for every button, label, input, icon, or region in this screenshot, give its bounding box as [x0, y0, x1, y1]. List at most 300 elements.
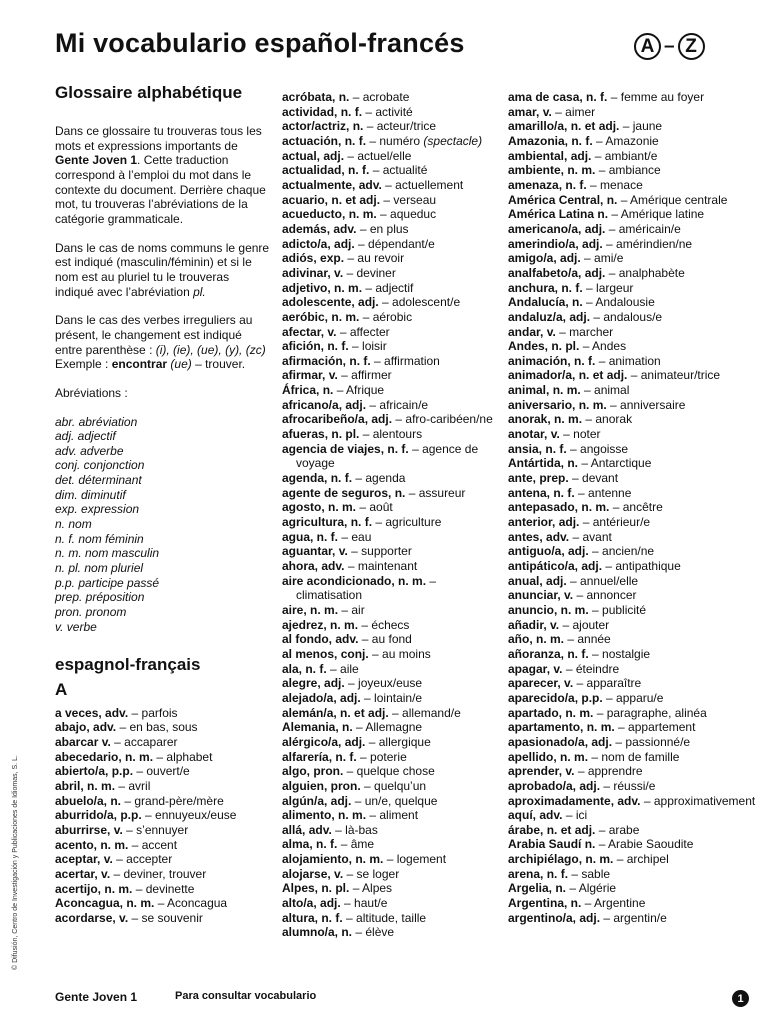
glossary-entry — [282, 925, 502, 940]
entry-translation: – Aconcagua — [154, 896, 228, 911]
entry-word: abierto/a, — [55, 764, 109, 779]
entry-word: ala, — [282, 661, 303, 676]
entry-category: n. f. — [543, 866, 569, 881]
entry-category: n. m. — [123, 896, 155, 911]
entry-category: v. — [547, 427, 560, 442]
glossary-entry — [508, 706, 758, 721]
entry-category: n. m. — [564, 163, 596, 178]
entry-category: n. m. — [550, 412, 583, 427]
entry-translation: – Amazonie — [592, 133, 659, 148]
entry-word: actividad, — [282, 104, 338, 119]
entry-translation: – africain/e — [366, 397, 429, 412]
glossary-entry — [508, 691, 758, 706]
column-1 — [55, 84, 270, 926]
entry-translation: – agence de voyage — [296, 441, 479, 471]
glossary-entry — [282, 618, 502, 633]
entry-translation: – numéro — [366, 133, 421, 148]
entry-category: n. m. — [330, 280, 363, 295]
entry-category: n. m. — [83, 778, 116, 793]
glossary-entry — [55, 896, 270, 911]
entry-word: adicto/a, — [282, 236, 331, 251]
glossary-entry — [282, 881, 502, 896]
entry-category: n. — [581, 837, 596, 852]
entry-category: adj. — [542, 573, 567, 588]
entry-translation: – verseau — [380, 192, 437, 207]
entry-category: adv. — [542, 529, 570, 544]
entry-category: adj. — [336, 690, 361, 705]
entry-word: ansia, — [508, 441, 543, 456]
intro-paragraph-3: Dans le cas des verbes irreguliers au présent, le changement est indiqué entre parenthèse : (i), (ie), (ue), (y), (zc) Exemple : encontrar (ue) – trouver. — [55, 313, 266, 372]
entry-word: andar, — [508, 324, 544, 339]
entry-category: v. — [98, 734, 111, 749]
entry-translation: – aqueduc — [376, 207, 437, 222]
entry-category: n. — [391, 485, 406, 500]
glossary-entry — [282, 222, 502, 237]
entry-translation: – annuel/elle — [566, 573, 639, 588]
entry-translation: – ouvert/e — [133, 764, 190, 779]
entry-translation: – apprendre — [574, 764, 643, 779]
entry-word: a veces, — [55, 705, 102, 720]
entry-category: v. — [546, 617, 560, 632]
entry-translation: – anniversaire — [606, 397, 686, 412]
entry-word: adiós, — [282, 251, 317, 266]
entry-category: adj. — [330, 236, 355, 251]
entry-category: adj. — [368, 412, 393, 427]
entry-translation: – joyeux/euse — [344, 676, 423, 691]
entry-translation: – deviner, trouver — [110, 866, 207, 881]
entry-translation: – air — [338, 602, 365, 617]
glossary-entry — [282, 134, 502, 149]
entry-translation: – actuellement — [381, 177, 464, 192]
abbreviation-item: abr. abréviation — [55, 414, 138, 429]
entry-word: alumno/a, — [282, 925, 339, 940]
entry-word: afirmar, — [282, 368, 326, 383]
glossary-entry — [282, 867, 502, 882]
entry-category: n. m. — [352, 852, 384, 867]
entry-translation: – échecs — [358, 617, 410, 632]
abbreviation-item: dim. diminutif — [55, 487, 126, 502]
entry-translation: – en bas, sous — [116, 720, 198, 735]
glossary-entry — [508, 427, 758, 442]
entry-translation: – se souvenir — [128, 910, 203, 925]
glossary-entry — [282, 383, 502, 398]
entry-category: n. — [319, 383, 334, 398]
entry-word: al menos, — [282, 646, 338, 661]
entry-translation: – ennuyeux/euse — [141, 808, 237, 823]
entry-word: África, — [282, 383, 320, 398]
entry-category: n. f. — [318, 910, 343, 925]
glossary-entry — [508, 368, 758, 383]
abbreviations-title: Abréviations : — [55, 385, 128, 400]
entry-category: n. m. — [326, 617, 359, 632]
glossary-entry — [55, 808, 270, 823]
entry-category: n. f. — [346, 353, 371, 368]
entry-category: adj. — [342, 397, 367, 412]
entry-category: n. pl. — [548, 339, 580, 354]
entry-translation: – passionné/e — [612, 734, 691, 749]
glossary-entry — [508, 632, 758, 647]
glossary-entry — [508, 251, 758, 266]
entry-translation: – âme — [337, 837, 375, 852]
entry-translation: – agenda — [352, 471, 406, 486]
entry-translation: – s’ennuyer — [122, 822, 189, 837]
entry-category: v. — [543, 324, 556, 339]
footer-subtitle: Para consultar vocabulario — [175, 990, 317, 1002]
glossary-entry — [508, 207, 758, 222]
entry-category: n. f. — [312, 837, 338, 852]
entry-category: n. m. — [532, 632, 565, 647]
entry-word: ama de casa, — [508, 90, 583, 104]
entry-translation: – eau — [338, 529, 372, 544]
entry-word: amerindio/a, — [508, 236, 579, 251]
glossary-entry — [282, 852, 502, 867]
entry-word: apartamento, — [508, 720, 584, 735]
glossary-entry — [508, 867, 758, 882]
entry-word: antepasado, — [508, 500, 579, 515]
glossary-entry — [508, 852, 758, 867]
glossary-entry — [282, 691, 502, 706]
entry-translation: – Arabie Saoudite — [595, 837, 694, 852]
glossary-entry — [508, 530, 758, 545]
glossary-entry — [282, 412, 502, 427]
glossary-entry — [508, 178, 758, 193]
entry-category: n. f. — [344, 163, 370, 178]
entry-word: agenda, — [282, 471, 328, 486]
page-number: 1 — [732, 990, 749, 1007]
glossary-entry — [282, 163, 502, 178]
glossary-entry — [282, 764, 502, 779]
glossary-entry — [508, 339, 758, 354]
entry-translation: – ajouter — [559, 617, 610, 632]
glossary-entry — [282, 251, 502, 266]
entry-word: aguantar, — [282, 544, 336, 559]
entry-category: adj. — [354, 295, 379, 310]
entry-translation: – là-bas — [331, 822, 378, 837]
glossary-entry — [282, 779, 502, 794]
entry-word: Aconcagua, — [55, 896, 124, 911]
glossary-entry — [508, 823, 758, 838]
entry-category: n. et adj. — [328, 192, 381, 207]
glossary-entry — [508, 676, 758, 691]
glossary-entry — [508, 105, 758, 120]
abbreviation-item: det. déterminant — [55, 473, 142, 488]
entry-word: acertar, — [55, 866, 98, 881]
abbreviation-item: adj. adjectif — [55, 429, 116, 444]
entry-word: aire, — [282, 602, 307, 617]
entry-category: n. m. — [97, 837, 129, 852]
glossary-entry — [508, 222, 758, 237]
glossary-entry — [508, 735, 758, 750]
entry-translation: – aimer — [551, 104, 596, 119]
entry-word: aprender, — [508, 764, 563, 779]
abbreviation-item: prep. préposition — [55, 590, 145, 605]
entry-translation: – actuel/elle — [344, 148, 412, 163]
entry-word: archipiélago, — [508, 852, 583, 867]
entry-category: n. m. — [345, 207, 377, 222]
entry-translation: – Alpes — [349, 881, 393, 896]
entry-translation: – ambiant/e — [591, 148, 658, 163]
entry-word: acento, — [55, 837, 98, 852]
entry-category: v. — [330, 866, 344, 881]
entry-word: aquí, — [508, 808, 537, 823]
glossary-entry — [508, 383, 758, 398]
entry-category: adj. — [555, 515, 580, 530]
entry-translation: – aile — [326, 661, 359, 676]
glossary-entry — [508, 442, 758, 457]
glossary-entry — [508, 603, 758, 618]
entry-translation: – ancien/ne — [588, 544, 655, 559]
glossary-entry — [55, 867, 270, 882]
glossary-entry — [508, 90, 758, 105]
entry-word: abarcar — [55, 734, 99, 749]
entry-category: n. — [594, 207, 609, 222]
entry-word: antipático/a, — [508, 559, 579, 573]
entry-list-col2 — [282, 90, 502, 940]
entry-category: n. m. — [556, 749, 589, 764]
glossary-entry — [508, 574, 758, 589]
entry-word: actualmente, — [282, 177, 356, 192]
entry-category: v. — [100, 852, 113, 867]
entry-category: adj. — [316, 896, 341, 911]
entry-translation: – alphabet — [153, 749, 213, 764]
glossary-entry — [282, 281, 502, 296]
entry-translation: – américain/e — [605, 221, 681, 236]
entry-category: adv. — [332, 632, 359, 647]
entry-translation: – au moins — [368, 646, 431, 661]
entry-word: aniversario, — [508, 397, 576, 412]
abbreviation-item: pron. pronom — [55, 605, 127, 620]
entry-category: adv. — [101, 705, 129, 720]
entry-word: aparecer, — [508, 676, 561, 691]
glossary-entry — [282, 368, 502, 383]
entry-category: n. m. — [121, 749, 154, 764]
entry-word: abuelo/a, — [55, 793, 108, 808]
entry-translation: – aliment — [366, 808, 419, 823]
entry-translation: – supporter — [347, 544, 412, 559]
glossary-entry — [282, 119, 502, 134]
entry-word: Argelia, — [508, 881, 553, 896]
glossary-entry — [282, 442, 502, 471]
glossary-entry — [282, 911, 502, 926]
entry-category: n. m. — [549, 383, 581, 398]
abbreviations-list — [55, 415, 270, 635]
entry-category: adj. — [588, 734, 613, 749]
entry-word: anterior, — [508, 515, 556, 530]
entry-category: n. et adj. — [575, 368, 628, 383]
entry-word: aceptar, — [55, 852, 101, 867]
glossary-entry — [508, 750, 758, 765]
entry-category: n. m. — [328, 309, 360, 324]
entry-translation: – menace — [586, 177, 643, 192]
entry-word: acueducto, — [282, 207, 346, 222]
entry-category: n. f. — [568, 133, 593, 148]
entry-category: n. m. — [324, 500, 357, 515]
entry-word: ajedrez, — [282, 617, 327, 632]
entry-category: n. f. — [313, 529, 339, 544]
entry-category: p.p. — [117, 808, 142, 823]
entry-category: v. — [539, 104, 552, 119]
entry-translation: – amérindien/ne — [602, 236, 693, 251]
entry-category: adv. — [355, 177, 382, 192]
entry-translation: – largeur — [582, 280, 634, 295]
entry-word: afueras, — [282, 427, 329, 442]
entry-category: n. pl. — [318, 881, 350, 896]
entry-word: anotar, — [508, 427, 548, 442]
entry-translation: – grand-père/mère — [121, 793, 224, 808]
range-start-badge: A — [634, 33, 661, 60]
entry-translation: – accepter — [112, 852, 173, 867]
glossary-entry — [508, 354, 758, 369]
entry-category: adj. — [567, 148, 592, 163]
entry-translation: – réussi/e — [600, 778, 656, 793]
entry-translation: – logement — [383, 852, 447, 867]
entry-translation: – nom de famille — [588, 749, 680, 764]
glossary-entry — [508, 618, 758, 633]
glossary-entry — [282, 706, 502, 721]
entry-translation: – ancêtre — [609, 500, 663, 515]
entry-word: animal, — [508, 383, 550, 398]
glossary-entry — [55, 911, 270, 926]
entry-category: n. f. — [332, 749, 357, 764]
entry-category: n. et adj. — [336, 705, 389, 720]
entry-word: afectar, — [282, 324, 325, 339]
abbreviation-item: conj. conjonction — [55, 458, 145, 473]
glossary-entry — [282, 676, 502, 691]
entry-category: adv. — [89, 720, 117, 735]
glossary-entry — [508, 911, 758, 926]
entry-category: adj. — [578, 236, 603, 251]
entry-category: n. f. — [564, 646, 589, 661]
entry-translation: – anorak — [582, 412, 633, 427]
entry-word: adolescente, — [282, 295, 355, 310]
entry-category: v. — [324, 324, 337, 339]
entry-word: apartado, — [508, 705, 563, 720]
entry-word: alérgico/a, — [282, 734, 342, 749]
glossary-entry — [282, 544, 502, 559]
entry-translation: – angoisse — [566, 441, 629, 456]
entry-word: apellido, — [508, 749, 557, 764]
entry-word: al fondo, — [282, 632, 332, 647]
entry-word: Andes, — [508, 339, 549, 354]
entry-translation: – appartement — [614, 720, 696, 735]
entry-word: alegre, — [282, 676, 321, 691]
entry-translation: – un/e, quelque — [351, 793, 438, 808]
entry-category: n. — [335, 90, 350, 104]
entry-category: v. — [560, 676, 574, 691]
glossary-entry — [282, 90, 502, 105]
abbreviation-item: n. f. nom féminin — [55, 531, 144, 546]
entry-translation: – en plus — [356, 221, 409, 236]
entry-word: abajo, — [55, 720, 90, 735]
entry-category: n. — [107, 793, 122, 808]
glossary-entry — [508, 266, 758, 281]
entry-category: adj. — [578, 559, 603, 573]
entry-translation: – agriculture — [372, 515, 442, 530]
entry-note: (spectacle) — [420, 133, 483, 148]
entry-translation: – adolescent/e — [378, 295, 461, 310]
entry-word: alguien, — [282, 778, 328, 793]
glossary-entry — [282, 808, 502, 823]
range-end-badge: Z — [678, 33, 705, 60]
entry-word: actuación, — [282, 133, 342, 148]
glossary-entry — [282, 574, 502, 603]
entry-word: aproximadamente, — [508, 793, 615, 808]
entry-word: alimento, — [282, 808, 335, 823]
glossary-entry — [282, 896, 502, 911]
entry-word: alojamiento, — [282, 852, 353, 867]
entry-translation: – approximativement — [640, 793, 756, 808]
entry-word: afirmación, — [282, 353, 347, 368]
entry-word: agosto, — [282, 500, 325, 515]
entry-translation: – accent — [128, 837, 178, 852]
entry-word: América Central, — [508, 192, 604, 207]
entry-word: andaluz/a, — [508, 309, 567, 324]
abbreviation-item: adv. adverbe — [55, 443, 124, 458]
entry-translation: – se loger — [343, 866, 400, 881]
glossary-entry — [282, 398, 502, 413]
glossary-entry — [55, 794, 270, 809]
glossary-entry — [282, 237, 502, 252]
entry-translation: – acrobate — [349, 90, 410, 104]
glossary-entry — [282, 735, 502, 750]
entry-word: antena, — [508, 485, 551, 500]
glossary-entry — [55, 823, 270, 838]
entry-word: además, — [282, 221, 331, 236]
entry-translation: – année — [564, 632, 611, 647]
entry-translation: – accaparer — [110, 734, 178, 749]
entry-word: abril, — [55, 778, 84, 793]
entry-category: adj. — [576, 910, 601, 925]
abbreviation-item: n. pl. nom pluriel — [55, 561, 144, 576]
glossary-entry — [508, 237, 758, 252]
glossary-entry — [55, 720, 270, 735]
glossary-entry — [508, 544, 758, 559]
entry-category: n. f. — [582, 90, 608, 104]
glossary-entry — [508, 779, 758, 794]
entry-translation: – analphabète — [605, 265, 685, 280]
entry-word: ambiental, — [508, 148, 568, 163]
entry-category: n. et adj. — [567, 119, 620, 134]
glossary-entry — [282, 354, 502, 369]
glossary-entry — [282, 559, 502, 574]
entry-word: adivinar, — [282, 265, 331, 280]
glossary-entry — [508, 295, 758, 310]
entry-category: v. — [115, 910, 129, 925]
entry-category: adj. — [341, 734, 366, 749]
entry-translation: – apparaître — [573, 676, 642, 691]
entry-category: n. f. — [384, 441, 409, 456]
entry-category: adj. — [566, 309, 591, 324]
entry-translation: – publicité — [588, 602, 647, 617]
glossary-entry — [282, 530, 502, 545]
entry-translation: – poterie — [356, 749, 407, 764]
glossary-heading: Glossaire alphabétique — [55, 83, 243, 102]
glossary-entry — [282, 837, 502, 852]
glossary-entry — [282, 794, 502, 809]
page-title: Mi vocabulario español-francés — [55, 28, 465, 58]
entry-word: año, — [508, 632, 533, 647]
entry-translation: – devinette — [132, 881, 195, 896]
intro-paragraph-2: Dans le cas de noms communs le genre est indiqué (masculin/féminin) et si le nom est au pluriel tu le trouveras indiqué avec l’abréviation pl. — [55, 240, 270, 299]
entry-word: anorak, — [508, 412, 551, 427]
entry-list-col1 — [55, 706, 270, 926]
letter-heading: A — [55, 680, 68, 699]
glossary-entry — [55, 764, 270, 779]
entry-translation: – Antarctique — [578, 456, 652, 471]
glossary-entry — [508, 456, 758, 471]
glossary-entry — [282, 310, 502, 325]
entry-word: alma, — [282, 837, 313, 852]
